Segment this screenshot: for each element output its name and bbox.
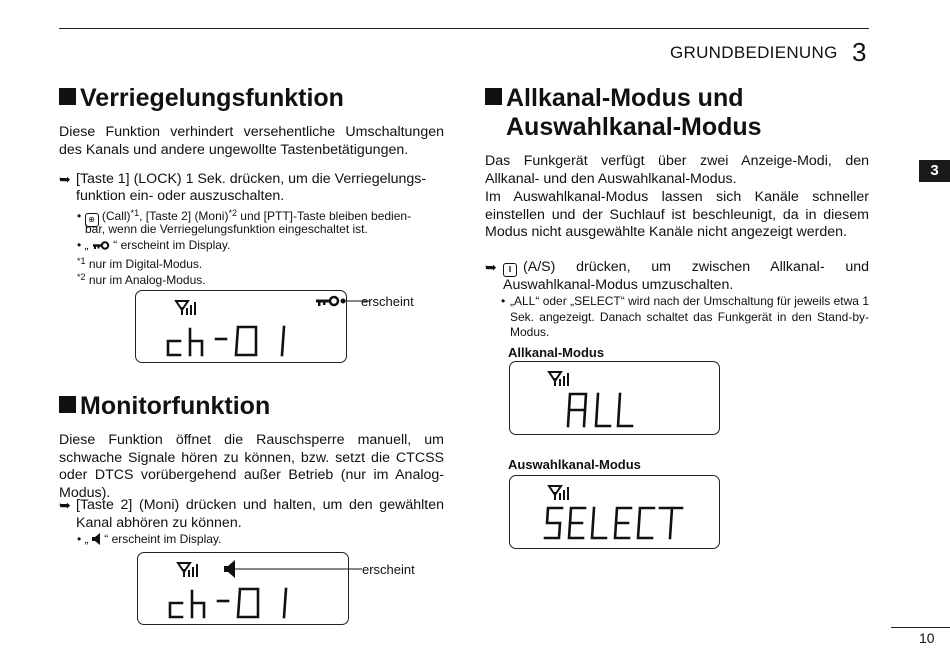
lock-callout-label: erscheint [361,294,414,309]
lock-lcd-display [135,290,347,363]
speaker-icon [92,533,101,545]
allkanal-bullet: • „ALL“ oder „SELECT“ wird nach der Umschaltung für jeweils etwa 1 Sek. angezeigt. Danach schaltet das Funkgerät in den Stand-by-Modus. [501,294,869,340]
monitor-callout-line [232,566,362,572]
lock-step-line2: funktion ein- oder auszuschalten. [76,188,285,204]
page-number: 10 [919,630,935,646]
allkanal-step-text: (A/S) drücken, um zwischen Allkanal- und Auswahlkanal-Modus umzuschalten. [503,259,869,293]
moni-label: , [Taste 2] (Moni) [139,209,229,223]
chapter-number: 3 [852,37,867,67]
lcd-segment-text [568,394,632,426]
bullet1-end: und [PTT]-Taste bleiben bedien- [236,209,412,223]
allkanal-lcd-display [509,361,720,435]
arrow-bullet-icon: ➥ [59,497,71,513]
as-key-icon: ‖ [503,263,517,277]
auswahlkanal-lcd-display [509,475,720,549]
arrow-bullet-icon: ➥ [59,171,71,187]
footnote-2 [77,270,206,289]
footnote-1-mark: *1 [77,256,86,266]
antenna-signal-icon [176,301,196,315]
caption-auswahlkanal: Auswahlkanal-Modus [508,457,641,472]
allkanal-bullet-text: „ALL“ oder „SELECT“ wird nach der Umschaltung für jeweils etwa 1 Sek. angezeigt. Danach schaltet das Funkgerät in den Stand-by-Modus. [510,294,869,340]
allkanal-intro-1: Das Funkgerät verfügt über zwei Anzeige-Modi, den Allkanal- und den Auswahlkanal-Modus. [485,153,869,187]
allkanal-heading-line1: Allkanal-Modus und [506,84,744,112]
caption-allkanal: Allkanal-Modus [508,345,605,360]
lock-step-line1: [Taste 1] (LOCK) 1 Sek. drücken, um die Verriegelungs- [76,171,427,187]
call-key-icon: ⊕ [85,213,99,227]
header-rule [59,28,869,29]
chapter-title: GRUNDBEDIENUNG [670,43,838,62]
heading-square-icon [59,88,76,105]
lcd-segment-text [170,589,286,617]
side-tab: 3 [919,160,950,182]
lock-bullet-1: • ⊕ (Call)$^{*1}$, [Taste 2] (Moni)$^{*2}$ und [PTT]-Taste bleiben bedien- [77,206,444,227]
antenna-signal-icon [549,486,569,500]
quote-open: „ [84,238,89,252]
monitor-intro: Diese Funktion öffnet die Rauschsperre manuell, um schwache Signale hören zu können, bzw. setzt die CTCSS oder DTCS vorübergehend außer Betrieb (nur im Analog-Modus). [59,432,444,501]
key-lock-icon [316,297,338,306]
footnote-2-text: nur im Analog-Modus. [85,273,206,287]
footnote-ref-1: *1 [130,208,140,218]
monitor-step: [Taste 2] (Moni) drücken und halten, um den gewählten Kanal abhören zu können. [76,497,444,531]
footnote-ref-2: *2 [228,208,237,218]
lcd-segment-text [168,327,284,355]
monitor-bullet-text: “ erscheint im Display. [104,532,222,546]
antenna-signal-icon [178,563,198,577]
bullet2-text: “ erscheint im Display. [113,238,231,252]
allkanal-intro-2: Im Auswahlkanal-Modus lassen sich Kanäle schneller einstellen und der Suchlauf ist beschleunigt, da in diesem Modus nicht ausgewählte Kanäle nicht angezeigt werden. [485,189,869,241]
footer-rule [891,627,950,628]
allkanal-heading [485,84,744,113]
lcd-segment-text [545,508,682,538]
lock-heading [59,84,344,113]
monitor-lcd-display [137,552,349,625]
lock-heading-text: Verriegelungsfunktion [80,84,344,112]
arrow-bullet-icon: ➥ [485,259,497,275]
monitor-heading-text: Monitorfunktion [80,392,271,420]
allkanal-step [503,259,869,295]
antenna-signal-icon [549,372,569,386]
call-label: (Call) [101,209,131,223]
footnote-1-text: nur im Digital-Modus. [85,257,203,271]
lock-bullet-2: • „ “ erscheint im Display. [77,238,231,252]
monitor-bullet: • „ “ erscheint im Display. [77,532,222,546]
monitor-heading [59,392,270,421]
heading-square-icon [485,88,502,105]
heading-square-icon [59,396,76,413]
allkanal-heading-line2: Auswahlkanal-Modus [506,113,762,141]
footnote-2-mark: *2 [77,272,86,282]
lock-bullet-1-line2: bar, wenn die Verriegelungsfunktion eingeschaltet ist. [85,222,368,236]
lock-intro: Diese Funktion verhindert versehentliche Umschaltungen des Kanals und andere ungewollte Tastenbetätigungen. [59,124,444,158]
key-lock-icon [92,241,110,250]
quote-open: „ [84,532,89,546]
monitor-callout-label: erscheint [362,562,415,577]
